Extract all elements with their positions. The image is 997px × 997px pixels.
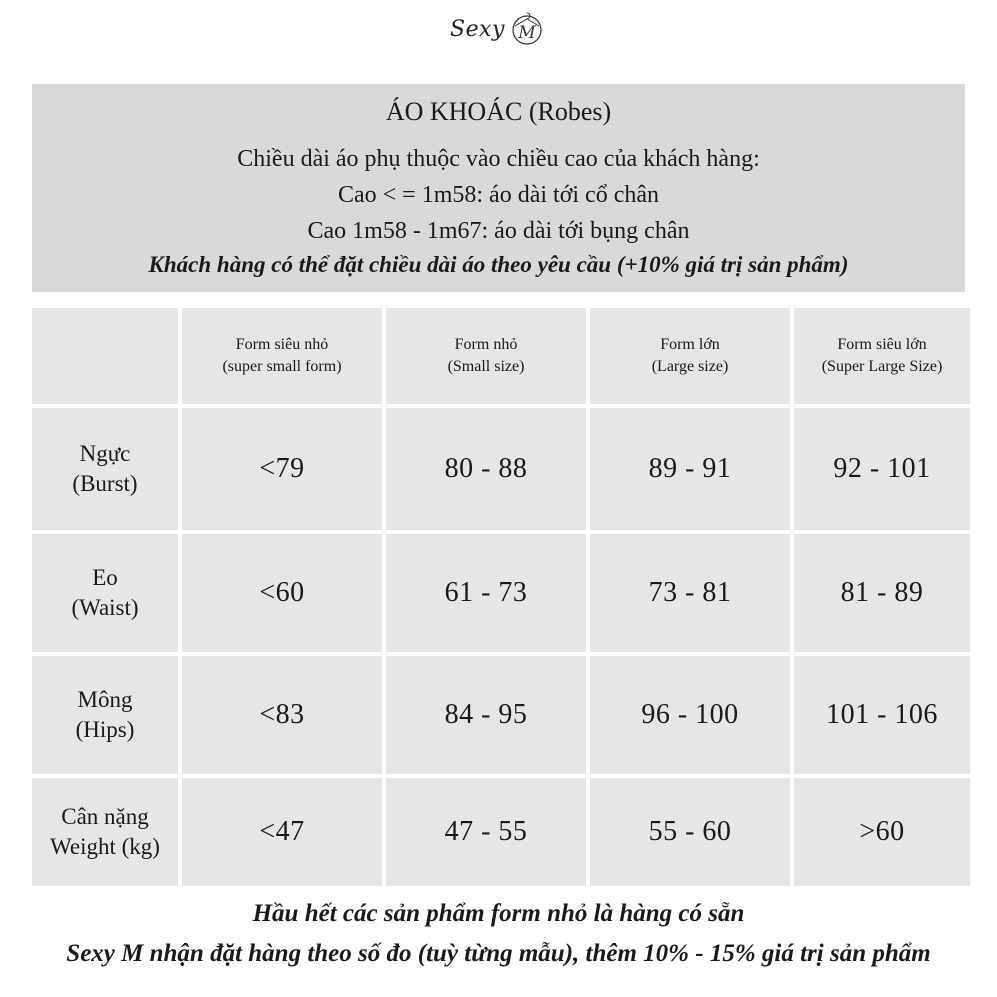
table-cell: >60 (794, 778, 970, 886)
table-cell: 101 - 106 (794, 656, 970, 774)
table-cell: <60 (182, 534, 382, 652)
column-header-super-small (182, 308, 382, 404)
row-header-hips (32, 656, 178, 774)
product-header-panel (32, 84, 965, 292)
column-header-vi: Form lớn (660, 336, 720, 353)
table-cell: <83 (182, 656, 382, 774)
brand-name: Sexy (450, 16, 505, 42)
row-label-vi: Cân nặng (61, 804, 149, 829)
table-cell: 81 - 89 (794, 534, 970, 652)
column-header-vi: Form siêu nhỏ (235, 336, 329, 353)
column-header-en: (Super Large Size) (821, 358, 943, 375)
length-rule-short: Cao < = 1m58: áo dài tới cổ chân (337, 182, 660, 208)
column-header-vi: Form siêu lớn (837, 336, 927, 353)
table-cell: 55 - 60 (590, 778, 790, 886)
row-label-en: (Burst) (72, 471, 138, 496)
column-header-en: (Small size) (447, 358, 525, 375)
column-header-large (590, 308, 790, 404)
table-cell: 96 - 100 (590, 656, 790, 774)
row-label-en: (Hips) (75, 717, 135, 742)
brand-mark-letter: M (518, 23, 536, 43)
table-cell: 73 - 81 (590, 534, 790, 652)
custom-length-note: Khách hàng có thể đặt chiều dài áo theo yêu cầu (+10% giá trị sản phẩm) (148, 252, 849, 277)
size-chart-table (32, 308, 970, 886)
table-cell: 61 - 73 (386, 534, 586, 652)
row-label-vi: Mông (77, 687, 133, 712)
table-cell: 80 - 88 (386, 408, 586, 530)
row-header-weight (32, 778, 178, 886)
product-title: ÁO KHOÁC (Robes) (385, 97, 612, 126)
column-header-small (386, 308, 586, 404)
stock-note: Hầu hết các sản phẩm form nhỏ là hàng có sẵn (252, 900, 745, 927)
brand-logo (0, 8, 997, 50)
table-cell: 84 - 95 (386, 656, 586, 774)
table-cell: <47 (182, 778, 382, 886)
custom-order-note: Sexy M nhận đặt hàng theo số đo (tuỳ từng mẫu), thêm 10% - 15% giá trị sản phẩm (66, 940, 931, 967)
column-header-en: (Large size) (651, 358, 729, 375)
row-label-en: (Waist) (71, 595, 139, 620)
corner-cell (32, 308, 178, 404)
length-rule-tall: Cao 1m58 - 1m67: áo dài tới bụng chân (307, 218, 690, 244)
length-intro-text: Chiều dài áo phụ thuộc vào chiều cao của khách hàng: (237, 146, 760, 172)
hanger-m-logo-icon (507, 9, 547, 49)
column-header-en: (super small form) (222, 358, 342, 375)
row-label-en: Weight (kg) (50, 834, 160, 859)
table-cell: 47 - 55 (386, 778, 586, 886)
table-cell: 92 - 101 (794, 408, 970, 530)
table-cell: 89 - 91 (590, 408, 790, 530)
column-header-vi: Form nhỏ (454, 336, 518, 353)
table-cell: <79 (182, 408, 382, 530)
row-label-vi: Eo (92, 565, 118, 590)
row-header-burst (32, 408, 178, 530)
row-label-vi: Ngực (79, 441, 131, 466)
row-header-waist (32, 534, 178, 652)
column-header-super-large (794, 308, 970, 404)
